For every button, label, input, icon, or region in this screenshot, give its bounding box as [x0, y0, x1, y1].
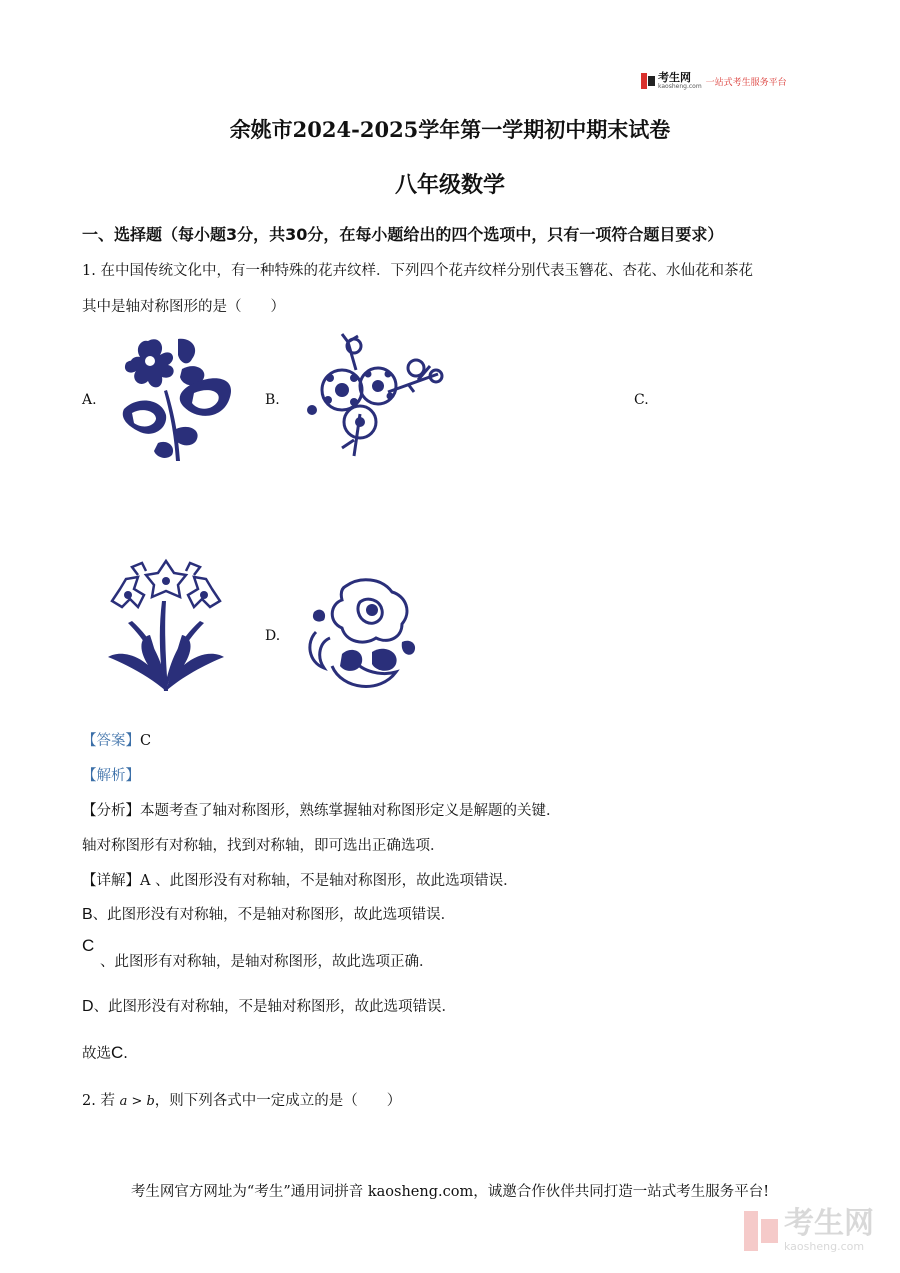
detail-c-text: 、此图形有对称轴，是轴对称图形，故此选项正确． [100, 954, 434, 970]
detail-option-b [82, 905, 455, 925]
flower-d-image [302, 572, 420, 696]
logo-name: 考生网 [658, 71, 691, 84]
conclusion-suffix: . [123, 1046, 128, 1062]
watermark-name: 考生网 [784, 1206, 874, 1241]
detail-c-letter: C [82, 936, 95, 955]
detail-option-a: 【详解】A 、此图形没有对称轴，不是轴对称图形，故此选项错误． [82, 873, 518, 889]
question-2 [82, 1091, 401, 1112]
question-2-prefix: 2. 若 [82, 1093, 115, 1109]
detail-option-d [82, 997, 456, 1017]
logo-mark-icon [641, 73, 655, 89]
answer-line [82, 731, 151, 751]
answer-tag: 【答案】 [82, 733, 140, 749]
flower-c-image [98, 553, 234, 693]
option-d-label: D. [265, 628, 281, 644]
option-c-label: C. [634, 392, 649, 408]
logo-domain: kaosheng.com [658, 83, 702, 90]
answer-value: C [140, 733, 152, 749]
page-title: 余姚市2024-2025学年第一学期初中期末试卷 [229, 117, 671, 142]
analysis-fenxi: 【分析】本题考查了轴对称图形，熟练掌握轴对称图形定义是解题的关键． [82, 803, 561, 819]
analysis-tag: 【解析】 [82, 768, 140, 784]
flower-a-image [118, 333, 246, 463]
watermark-domain: kaosheng.com [784, 1240, 865, 1253]
question-1-line2: 其中是轴对称图形的是（ ） [82, 299, 285, 315]
question-1-line1: 1. 在中国传统文化中，有一种特殊的花卉纹样．下列四个花卉纹样分别代表玉簪花、杏花、水仙花和茶花 [82, 263, 753, 279]
detail-b-text: 、此图形没有对称轴，不是轴对称图形，故此选项错误． [92, 907, 456, 923]
analysis-fenxi-2: 轴对称图形有对称轴，找到对称轴，即可选出正确选项． [82, 838, 445, 854]
conclusion-line [82, 1043, 128, 1064]
conclusion-letter: C [111, 1043, 124, 1062]
question-2-condition: a > b [119, 1094, 155, 1109]
page-subtitle: 八年级数学 [394, 172, 505, 198]
detail-b-letter: B [82, 906, 93, 923]
option-b-label: B. [265, 392, 280, 408]
option-a-label: A. [82, 392, 97, 408]
watermark-mark-icon [744, 1211, 778, 1251]
flower-b-image [298, 330, 448, 464]
logo-wordmark [658, 72, 702, 90]
watermark-logo [744, 1208, 874, 1253]
section-heading: 一、选择题（每小题3分，共30分，在每小题给出的四个选项中，只有一项符合题目要求） [82, 225, 724, 244]
detail-d-letter: D [82, 998, 94, 1015]
question-2-suffix: ，则下列各式中一定成立的是（ ） [154, 1093, 402, 1109]
conclusion-prefix: 故选 [82, 1046, 111, 1062]
page-footer: 考生网官方网址为“考生”通用词拼音 kaosheng.com，诚邀合作伙伴共同打造一站式考生服务平台! [130, 1184, 770, 1200]
watermark-wordmark [784, 1208, 874, 1253]
logo-slogan: 一站式考生服务平台 [705, 77, 787, 88]
header-logo [641, 72, 787, 90]
detail-d-text: 、此图形没有对称轴，不是轴对称图形，故此选项错误． [93, 999, 457, 1015]
